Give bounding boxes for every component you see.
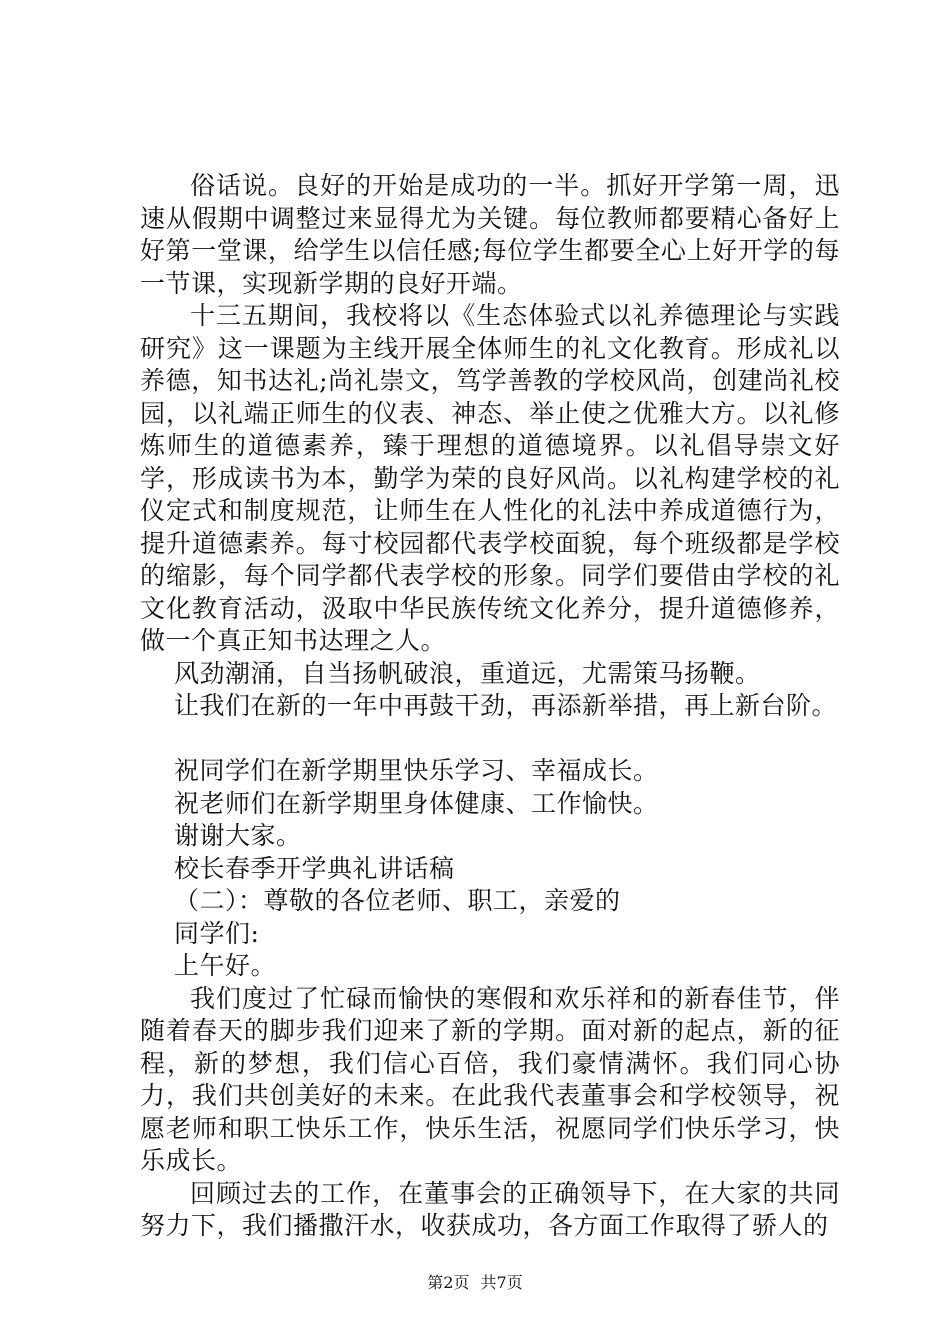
paragraph-review: 回顾过去的工作，在董事会的正确领导下，在大家的共同努力下，我们播撒汗水，收获成功，各方面工作取得了骄人的 <box>140 1178 840 1240</box>
blank-line <box>140 723 840 756</box>
document-body <box>140 170 840 1243</box>
paragraph-opening-week: 俗话说。良好的开始是成功的一半。抓好开学第一周，迅速从假期中调整过来显得尤为关键。每位教师都要精心备好上好第一堂课，给学生以信任感;每位学生都要全心上好开学的每一节课，实现新学期的良好开端。 <box>140 171 840 298</box>
page-total: 共7页 <box>480 1273 523 1292</box>
page-number: 第2页 <box>427 1273 470 1292</box>
paragraph-new-semester: 我们度过了忙碌而愉快的寒假和欢乐祥和的新春佳节，伴随着春天的脚步我们迎来了新的学期。面对新的起点，新的征程，新的梦想，我们信心百倍，我们豪情满怀。我们同心协力，我们共创美好的未来。在此我代表董事会和学校领导，祝愿老师和职工快乐工作，快乐生活，祝愿同学们快乐学习，快乐成长。 <box>140 983 840 1175</box>
line-greeting: 上午好。 <box>174 951 277 980</box>
line-students: 同学们: <box>174 918 260 948</box>
line-thanks: 谢谢大家。 <box>174 821 302 850</box>
line-wish-teachers: 祝老师们在新学期里身体健康、工作愉快。 <box>174 788 659 818</box>
line-salutation: （二）：尊敬的各位老师、职工，亲爱的 <box>174 886 621 915</box>
line-motto: 风劲潮涌，自当扬帆破浪，重道远，尤需策马扬鞭。 <box>174 658 761 688</box>
speech-title: 校长春季开学典礼讲话稿 <box>174 853 455 883</box>
line-wish-students: 祝同学们在新学期里快乐学习、幸福成长。 <box>174 756 659 785</box>
page-footer <box>0 1270 950 1293</box>
paragraph-etiquette-education: 十三五期间，我校将以《生态体验式以礼养德理论与实践研究》这一课题为主线开展全体师生的礼文化教育。形成礼以养德，知书达礼;尚礼崇文，笃学善教的学校风尚，创建尚礼校园，以礼端正师生的仪表、神态、举止使之优雅大方。以礼修炼师生的道德素养，臻于理想的道德境界。以礼倡导崇文好学，形成读书为本，勤学为荣的良好风尚。以礼构建学校的礼仪定式和制度规范，让师生在人性化的礼法中养成道德行为，提升道德素养。每寸校园都代表学校面貌，每个班级都是学校的缩影，每个同学都代表学校的形象。同学们要借由学校的礼文化教育活动，汲取中华民族传统文化养分，提升道德修养，做一个真正知书达理之人。 <box>140 301 840 655</box>
line-new-year: 让我们在新的一年中再鼓干劲，再添新举措，再上新台阶。 <box>174 691 838 720</box>
